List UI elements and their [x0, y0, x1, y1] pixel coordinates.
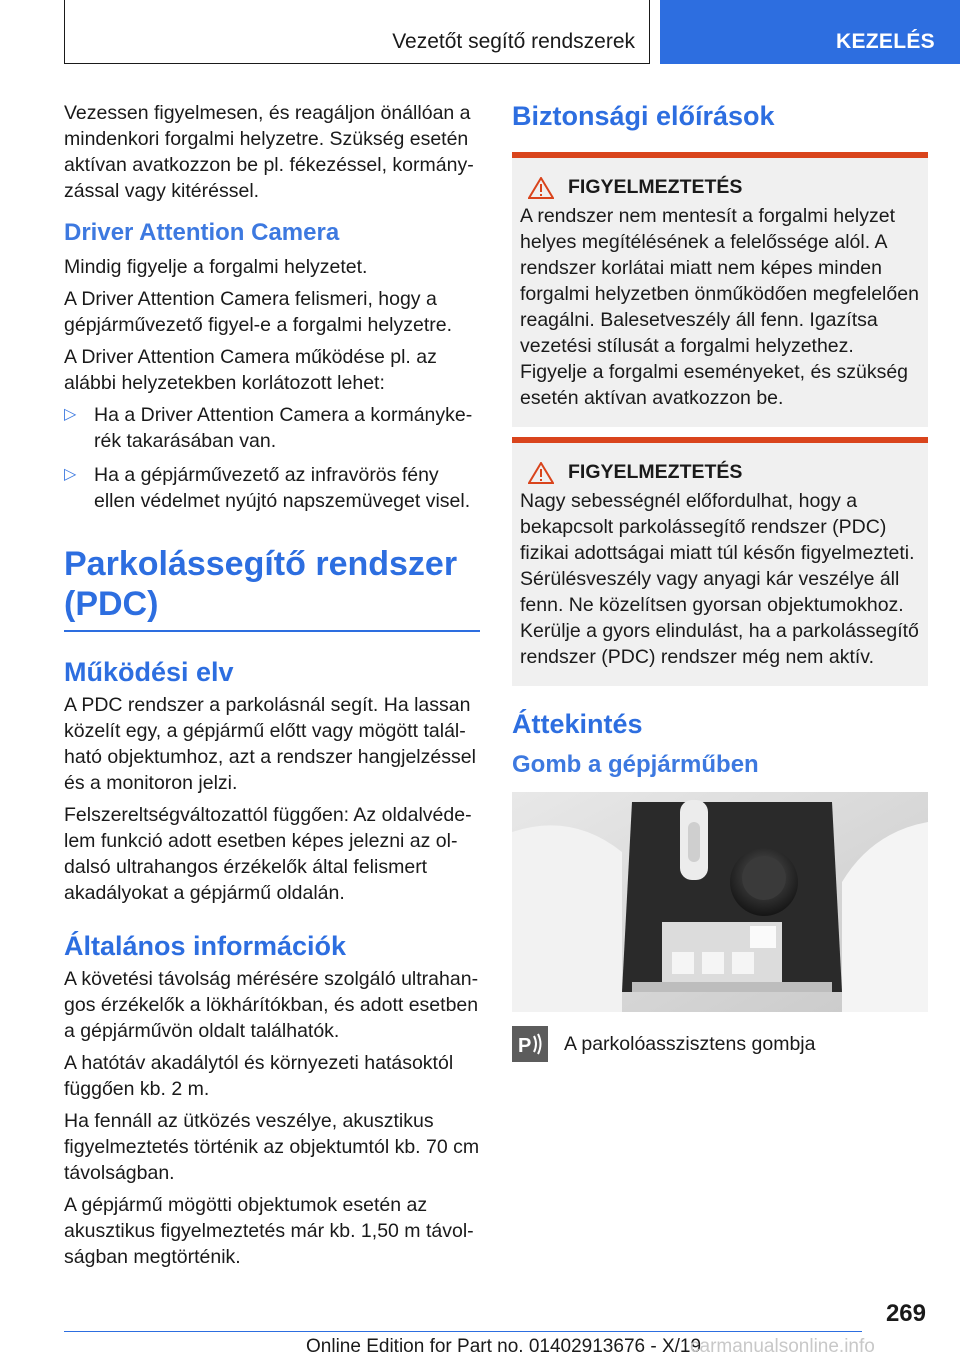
list-item-text: Ha a gépjárművezető az infravörös fény ellen védelmet nyújtó napszemüveget visel. — [94, 464, 471, 512]
list-item — [64, 462, 480, 514]
overview-heading: Áttekintés — [512, 709, 643, 739]
warning-box — [512, 437, 928, 686]
left-column — [64, 100, 480, 1276]
safety-heading: Biztonsági előírások — [512, 101, 775, 131]
warning-label: FIGYELMEZTETÉS — [568, 461, 743, 483]
dac-bullet-list — [64, 402, 480, 514]
principle-heading: Működési elv — [64, 657, 234, 687]
principle-paragraph-1: A PDC rendszer a parkolásnál segít. Ha lassan közelít egy, a gépjármű előtt vagy mögött található objektumhoz, azt a rendszer hangjelzéssel és a monitoron jelzi. — [64, 694, 476, 794]
header-section-title: Vezetőt segítő rendszerek — [392, 30, 635, 53]
image-caption — [512, 1026, 928, 1062]
list-item — [64, 402, 480, 454]
svg-text:P: P — [518, 1035, 532, 1057]
warning-text: Nagy sebességnél előfordulhat, hogy a bekapcsolt parkolássegítő rendszer (PDC) fizikai adottságai miatt túl későn figyelmezteti. Sérülésveszély vagy anyagi kár veszélye áll fenn. Ne közelítsen gyorsan objektumokhoz. Kerülje a gyors elindulást, ha a parkolássegítő rendszer (PDC) rendszer még nem aktív. — [520, 490, 919, 668]
warning-triangle-icon — [528, 462, 554, 484]
button-heading: Gomb a gépjárműben — [512, 751, 759, 778]
header-section-box — [64, 0, 650, 64]
warning-triangle-icon — [528, 177, 554, 199]
list-item-text: Ha a Driver Attention Camera a kormánykerék takarásában van. — [94, 404, 473, 452]
intro-paragraph: Vezessen figyelmesen, és reagáljon önállóan a mindenkori forgalmi helyzetre. Szükség esetén aktívan avatkozzon be pl. fékezéssel, kormányzással vagy kitéréssel. — [64, 102, 474, 202]
warning-text: A rendszer nem mentesít a forgalmi helyzet helyes megítélésének a felelőssége alól. A rendszer korlátai miatt nem képes minden forgalmi helyzetben önműködően megfelelően reagálni. Balesetveszély áll fenn. Igazítsa vezetési stílusát a forgalmi helyzethez. Figyelje a forgalmi eseményeket, és szükség esetén aktívan avatkozzon be. — [520, 205, 919, 409]
header-tab-label: KEZELÉS — [836, 30, 935, 53]
triangle-bullet-icon: ▷ — [64, 466, 77, 483]
footer-divider — [64, 1331, 862, 1332]
general-paragraph-4: A gépjármű mögötti objektumok esetén az akusztikus figyelmeztetés már kb. 1,50 m távolságban megtörténik. — [64, 1194, 474, 1268]
general-paragraph-2: A hatótáv akadálytól és környezeti hatásoktól függően kb. 2 m. — [64, 1052, 454, 1100]
center-console-image — [512, 792, 928, 1012]
caption-text: A parkolóasszisztens gombja — [564, 1033, 816, 1055]
page-number: 269 — [885, 1300, 926, 1327]
dac-paragraph-1: Mindig figyelje a forgalmi helyzetet. — [64, 256, 368, 278]
general-paragraph-3: Ha fennáll az ütközés veszélye, akusztikus figyelmeztetés történik az objektumtól kb. 70 cm távolságban. — [64, 1110, 480, 1184]
warning-title-row — [520, 176, 920, 199]
general-heading: Általános információk — [64, 931, 347, 961]
header-tab-kezeles[interactable] — [660, 0, 960, 64]
warning-label: FIGYELMEZTETÉS — [568, 176, 743, 198]
dac-paragraph-3: A Driver Attention Camera működése pl. az alábbi helyzetekben korlátozott lehet: — [64, 346, 437, 394]
chapter-title: Parkolássegítő rendszer (PDC) — [64, 544, 480, 632]
general-paragraph-1: A követési távolság mérésére szolgáló ultrahangos érzékelők a lökhárítókban, és adott esetben a gépjárművön oldalt találhatók. — [64, 968, 479, 1042]
footer-edition: Online Edition for Part no. 01402913676 - X/19 — [306, 1336, 702, 1357]
principle-paragraph-2: Felszereltségváltozattól függően: Az oldalvédelem funkció adott esetben képes jelezni az oldalsó ultrahangos érzékelők által felismert akadályokat a gépjármű oldalán. — [64, 804, 472, 904]
warning-box — [512, 152, 928, 427]
warning-title-row — [520, 461, 920, 484]
dac-heading: Driver Attention Camera — [64, 219, 340, 246]
footer-watermark: carmanualsonline.info — [690, 1336, 875, 1357]
right-column — [512, 100, 928, 1062]
triangle-bullet-icon: ▷ — [64, 406, 77, 423]
park-assist-icon — [512, 1026, 548, 1062]
dac-paragraph-2: A Driver Attention Camera felismeri, hogy a gépjárművezető figyel-e a forgalmi helyzetre. — [64, 288, 453, 336]
